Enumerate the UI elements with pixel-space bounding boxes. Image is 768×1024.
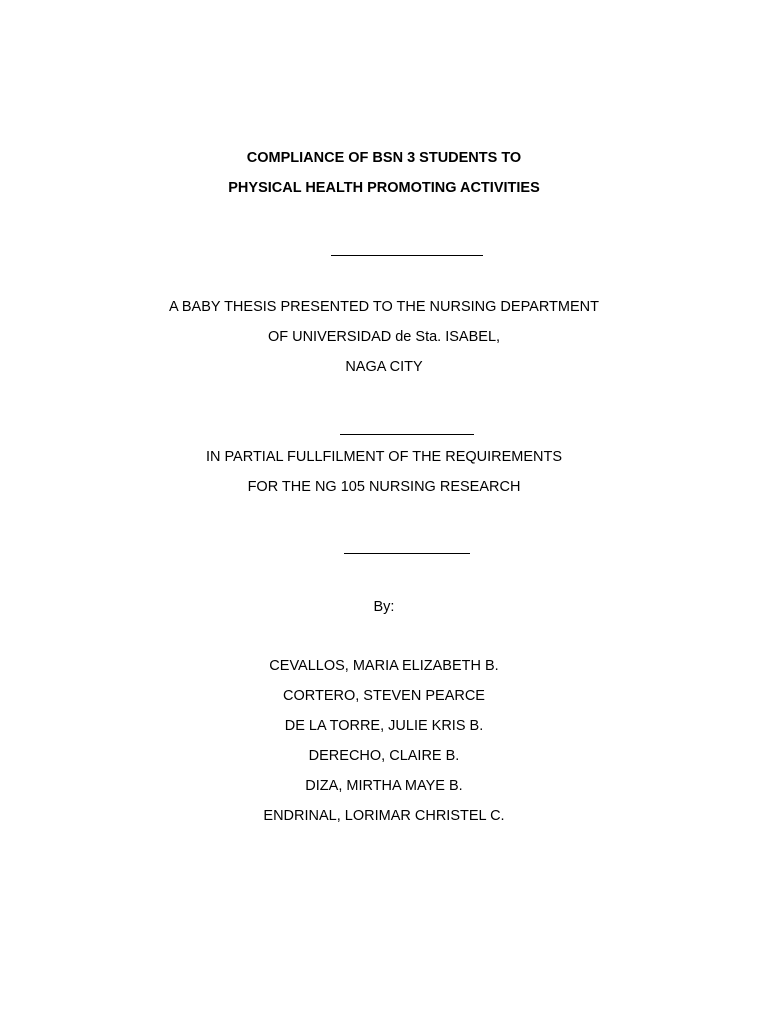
author-name: DERECHO, CLAIRE B. <box>308 748 460 764</box>
author-name: ENDRINAL, LORIMAR CHRISTEL C. <box>263 808 505 824</box>
author-name: DIZA, MIRTHA MAYE B. <box>305 778 463 794</box>
by-label: By: <box>373 599 395 615</box>
presentation-line-2: OF UNIVERSIDAD de Sta. ISABEL, <box>267 329 501 345</box>
author-name: CORTERO, STEVEN PEARCE <box>283 688 485 704</box>
presentation-line-3: NAGA CITY <box>345 359 423 375</box>
requirement-line-2: FOR THE NG 105 NURSING RESEARCH <box>247 479 521 495</box>
presentation-line-1: A BABY THESIS PRESENTED TO THE NURSING DEPARTMENT <box>168 299 599 315</box>
divider-2 <box>340 434 474 435</box>
author-name: CEVALLOS, MARIA ELIZABETH B. <box>269 658 499 674</box>
divider-3 <box>344 553 470 554</box>
author-name: DE LA TORRE, JULIE KRIS B. <box>284 718 484 734</box>
divider-1 <box>331 255 483 256</box>
title-line-1: COMPLIANCE OF BSN 3 STUDENTS TO <box>246 150 522 166</box>
title-line-2: PHYSICAL HEALTH PROMOTING ACTIVITIES <box>228 180 540 196</box>
requirement-line-1: IN PARTIAL FULLFILMENT OF THE REQUIREMENTS <box>205 449 563 465</box>
